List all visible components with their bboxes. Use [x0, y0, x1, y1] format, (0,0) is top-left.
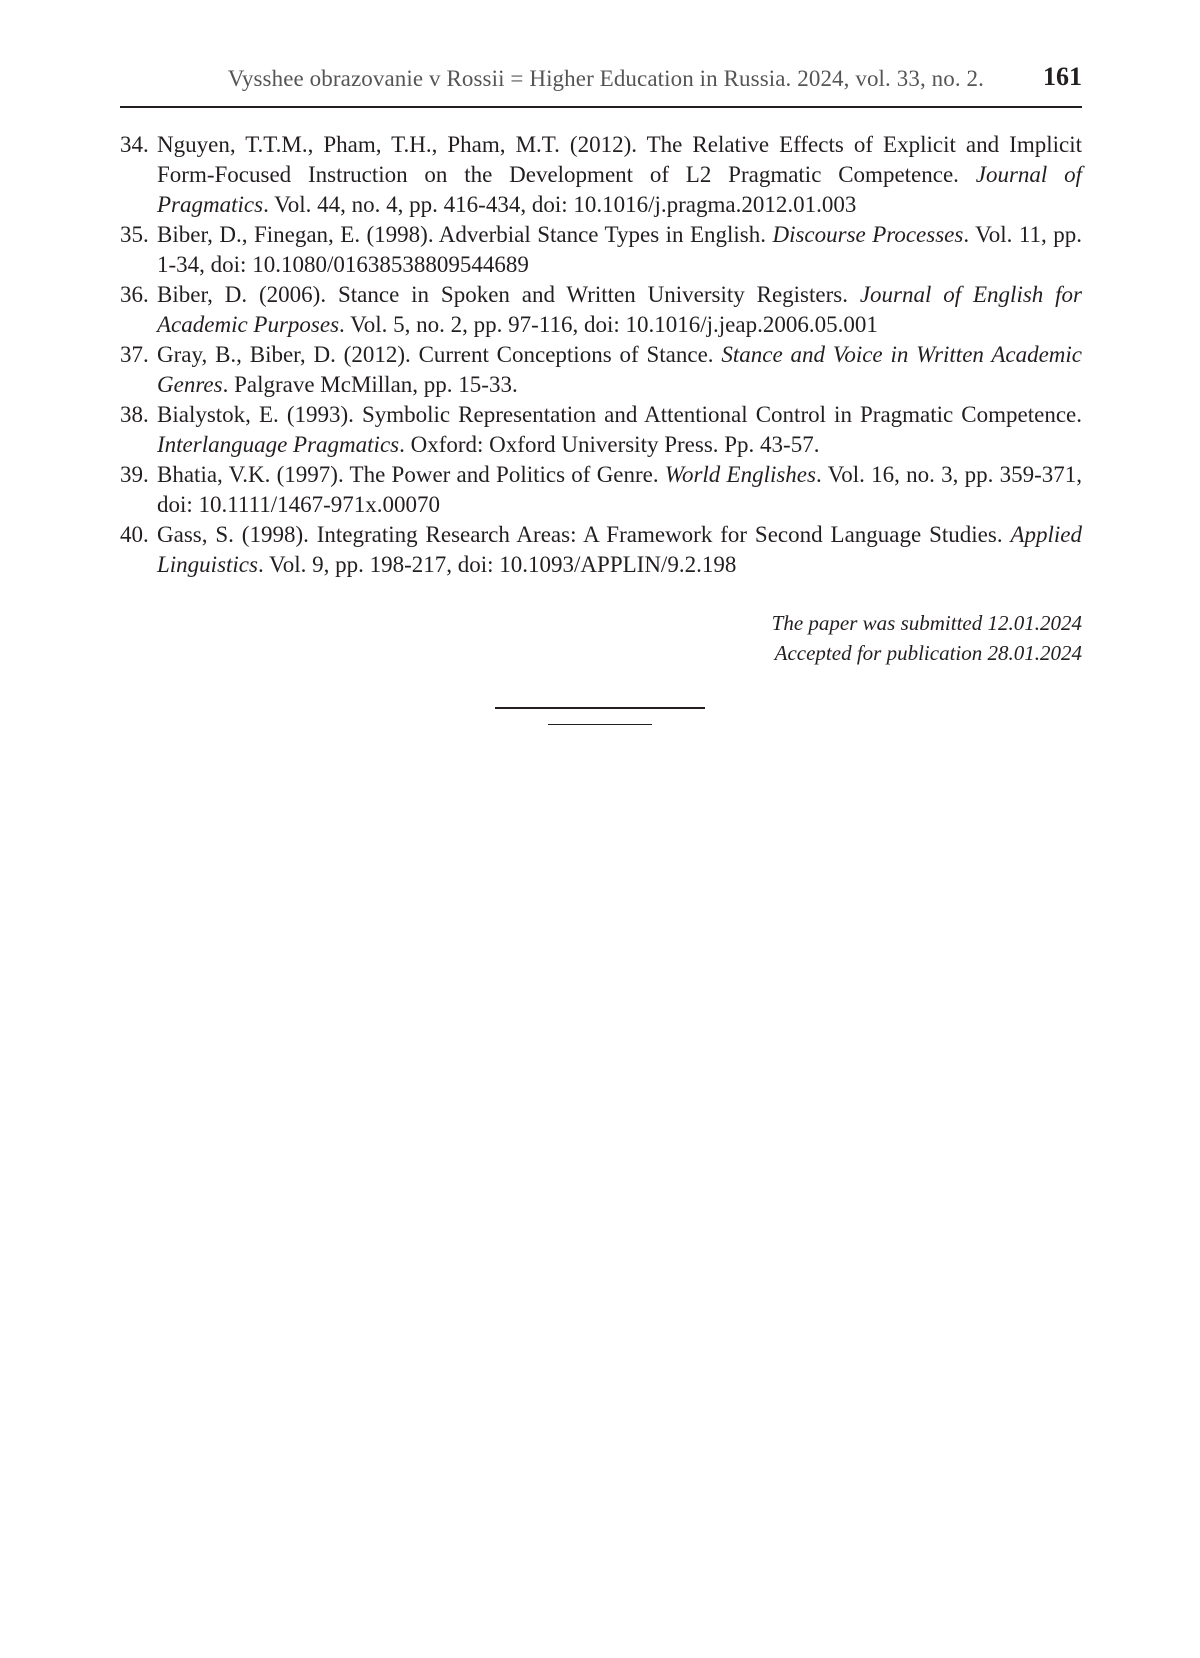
reference-number: 35.	[120, 222, 149, 247]
running-header	[120, 56, 1082, 108]
reference-text	[157, 280, 1082, 340]
reference-text	[157, 130, 1082, 220]
reference-source: World Englishes	[664, 462, 816, 487]
reference-item	[120, 220, 1082, 280]
reference-text	[157, 460, 1082, 520]
reference-text	[157, 400, 1082, 460]
reference-details: . Palgrave McMillan, pp. 15-33.	[222, 372, 518, 397]
reference-authors-title: Bhatia, V.K. (1997). The Power and Politics of Genre.	[157, 462, 665, 487]
reference-details: . Vol. 9, pp. 198-217, doi: 10.1093/APPLIN/9.2.198	[257, 552, 737, 577]
reference-number: 34.	[120, 132, 149, 157]
reference-authors-title: Bialystok, E. (1993). Symbolic Representation and Attentional Control in Pragmatic Competence.	[157, 402, 1082, 427]
reference-details: . Vol. 5, no. 2, pp. 97-116, doi: 10.1016/j.jeap.2006.05.001	[339, 312, 878, 337]
reference-number: 39.	[120, 462, 149, 487]
reference-number: 40.	[120, 522, 149, 547]
reference-source: Applied Linguistics	[157, 522, 1082, 577]
reference-item	[120, 460, 1082, 520]
end-rule-long	[495, 707, 705, 709]
end-rule-short	[548, 724, 652, 725]
reference-details: . Vol. 44, no. 4, pp. 416-434, doi: 10.1016/j.pragma.2012.01.003	[263, 192, 857, 217]
reference-details: . Vol. 16, no. 3, pp. 359-371, doi: 10.1111/1467-971x.00070	[157, 462, 1083, 517]
reference-source: Discourse Processes	[772, 222, 964, 247]
reference-text	[157, 340, 1082, 400]
reference-item	[120, 130, 1082, 220]
reference-source: Stance and Voice in Written Academic Genres	[157, 342, 1082, 397]
reference-details: . Oxford: Oxford University Press. Pp. 43-57.	[399, 432, 820, 457]
publication-dates	[120, 608, 1082, 668]
reference-item	[120, 400, 1082, 460]
reference-authors-title: Biber, D. (2006). Stance in Spoken and Written University Registers.	[157, 282, 860, 307]
reference-authors-title: Nguyen, T.T.M., Pham, T.H., Pham, M.T. (2012). The Relative Effects of Explicit and Implicit Form-Focused Instruction on the Development of L2 Pragmatic Competence.	[157, 132, 1082, 187]
reference-authors-title: Gass, S. (1998). Integrating Research Areas: A Framework for Second Language Studies.	[157, 522, 1011, 547]
reference-text	[157, 520, 1082, 580]
reference-number: 36.	[120, 282, 149, 307]
reference-source: Journal of Pragmatics	[157, 162, 1082, 217]
reference-number: 37.	[120, 342, 149, 367]
reference-number: 38.	[120, 402, 149, 427]
reference-authors-title: Gray, B., Biber, D. (2012). Current Conceptions of Stance.	[157, 342, 722, 367]
reference-list	[120, 130, 1082, 580]
reference-authors-title: Biber, D., Finegan, E. (1998). Adverbial Stance Types in English.	[157, 222, 773, 247]
reference-item	[120, 280, 1082, 340]
reference-item	[120, 520, 1082, 580]
reference-source: Interlanguage Pragmatics	[157, 432, 400, 457]
journal-title: Vysshee obrazovanie v Rossii = Higher Education in Russia. 2024, vol. 33, no. 2.	[227, 66, 984, 91]
reference-details: . Vol. 11, pp. 1-34, doi: 10.1080/01638538809544689	[157, 222, 1082, 277]
reference-source: Journal of English for Academic Purposes	[157, 282, 1082, 337]
reference-item	[120, 340, 1082, 400]
reference-text	[157, 220, 1082, 280]
page-number: 161	[1043, 62, 1082, 91]
accepted-date: Accepted for publication 28.01.2024	[774, 641, 1082, 665]
submitted-date: The paper was submitted 12.01.2024	[771, 611, 1082, 635]
